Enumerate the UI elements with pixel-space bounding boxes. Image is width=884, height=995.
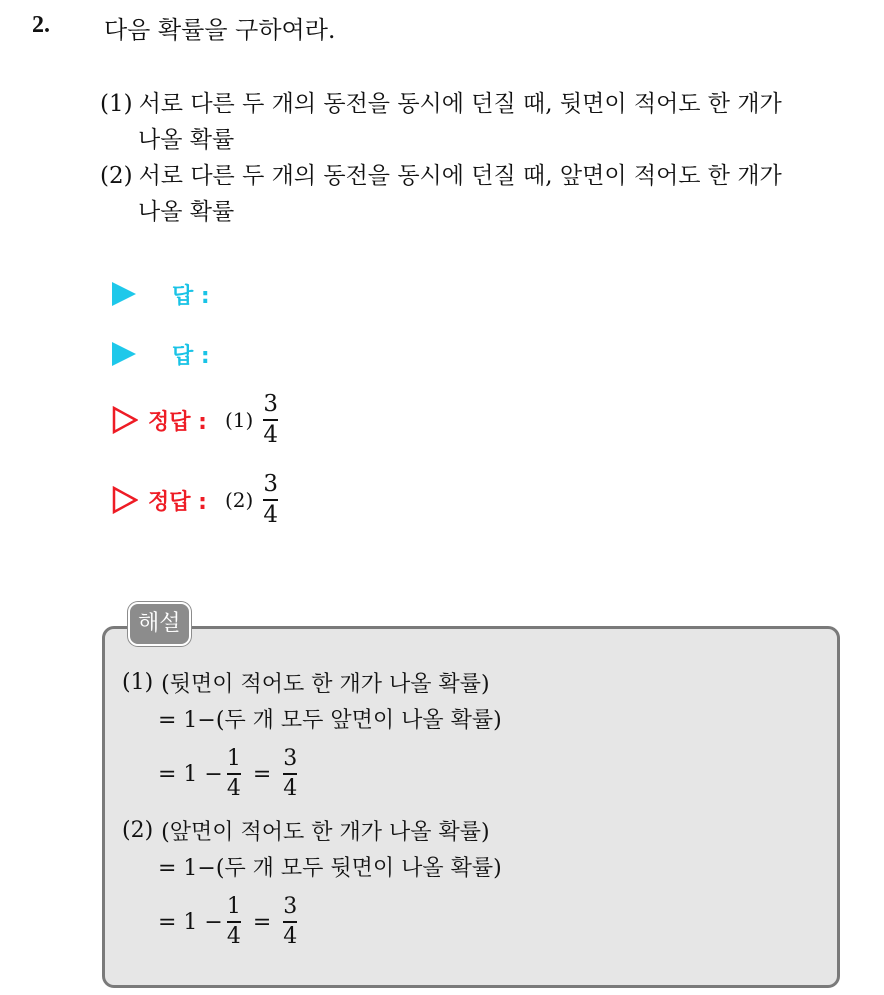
fraction bbox=[227, 747, 241, 801]
sub-question-2-continued: 나올 확률 bbox=[138, 199, 235, 225]
sub-question-list bbox=[100, 86, 782, 230]
correct-answer-part: (2) bbox=[224, 488, 254, 512]
fraction-numerator: 3 bbox=[263, 390, 278, 417]
correct-answer-label: 정답 : bbox=[148, 409, 207, 435]
fraction-bar bbox=[283, 921, 297, 923]
fraction-numerator: 3 bbox=[283, 894, 298, 920]
answer-blank-label: 답 : bbox=[172, 343, 210, 369]
fraction-bar bbox=[227, 921, 241, 923]
fraction-denominator: 4 bbox=[263, 501, 278, 528]
sub-question-text: 서로 다른 두 개의 동전을 동시에 던질 때, 앞면이 적어도 한 개가 bbox=[138, 163, 782, 189]
sub-question-number: (2) bbox=[100, 163, 133, 189]
correct-answer-2 bbox=[112, 460, 278, 540]
solution-part2-equation bbox=[122, 884, 502, 960]
fraction bbox=[263, 472, 278, 528]
fraction-numerator: 1 bbox=[226, 746, 241, 772]
answer-blank-2[interactable] bbox=[112, 334, 210, 374]
solution-text: (앞면이 적어도 한 개가 나올 확률) bbox=[161, 819, 490, 845]
triangle-outline-icon bbox=[112, 486, 138, 514]
fraction-bar bbox=[263, 499, 278, 501]
problem-title: 다음 확률을 구하여라. bbox=[104, 16, 336, 44]
solution-part1-line2: = 1−(두 개 모두 앞면이 나올 확률) bbox=[158, 707, 502, 733]
solution-part-number: (1) bbox=[122, 669, 154, 695]
solution-tag: 해설 bbox=[128, 602, 191, 646]
fraction-denominator: 4 bbox=[226, 775, 241, 801]
equation-lhs: = 1 − bbox=[158, 909, 223, 935]
fraction-bar bbox=[227, 773, 241, 775]
correct-answer-list bbox=[112, 380, 278, 540]
play-arrow-icon bbox=[112, 282, 136, 306]
problem-number: 2. bbox=[32, 12, 50, 38]
solution-text: (뒷면이 적어도 한 개가 나올 확률) bbox=[161, 671, 490, 697]
answer-blank-list bbox=[112, 274, 210, 374]
solution-part2-line2: = 1−(두 개 모두 뒷면이 나올 확률) bbox=[158, 855, 502, 881]
correct-answer-1 bbox=[112, 380, 278, 460]
sub-question-text: 서로 다른 두 개의 동전을 동시에 던질 때, 뒷면이 적어도 한 개가 bbox=[138, 91, 782, 117]
sub-question-1 bbox=[100, 86, 782, 122]
fraction bbox=[283, 747, 297, 801]
fraction bbox=[263, 392, 278, 448]
correct-answer-label: 정답 : bbox=[148, 489, 207, 515]
play-arrow-icon bbox=[112, 342, 136, 366]
fraction-bar bbox=[263, 419, 278, 421]
sub-question-number: (1) bbox=[100, 91, 133, 117]
solution-content bbox=[122, 664, 502, 960]
fraction-denominator: 4 bbox=[226, 923, 241, 949]
solution-part-number: (2) bbox=[122, 817, 154, 843]
solution-part2-line1 bbox=[122, 812, 502, 848]
equals-sign: = bbox=[252, 761, 272, 787]
fraction-numerator: 1 bbox=[226, 894, 241, 920]
equals-sign: = bbox=[252, 909, 272, 935]
fraction-denominator: 4 bbox=[283, 923, 298, 949]
fraction-denominator: 4 bbox=[263, 421, 278, 448]
fraction bbox=[283, 895, 297, 949]
triangle-outline-icon bbox=[112, 406, 138, 434]
fraction-numerator: 3 bbox=[283, 746, 298, 772]
fraction-numerator: 3 bbox=[263, 470, 278, 497]
solution-part1-line1 bbox=[122, 664, 502, 700]
correct-answer-part: (1) bbox=[224, 408, 254, 432]
sub-question-2 bbox=[100, 158, 782, 194]
fraction-bar bbox=[283, 773, 297, 775]
fraction bbox=[227, 895, 241, 949]
answer-blank-label: 답 : bbox=[172, 283, 210, 309]
answer-blank-1[interactable] bbox=[112, 274, 210, 314]
fraction-denominator: 4 bbox=[283, 775, 298, 801]
solution-part1-equation bbox=[122, 736, 502, 812]
equation-lhs: = 1 − bbox=[158, 761, 223, 787]
sub-question-1-continued: 나올 확률 bbox=[138, 127, 235, 153]
